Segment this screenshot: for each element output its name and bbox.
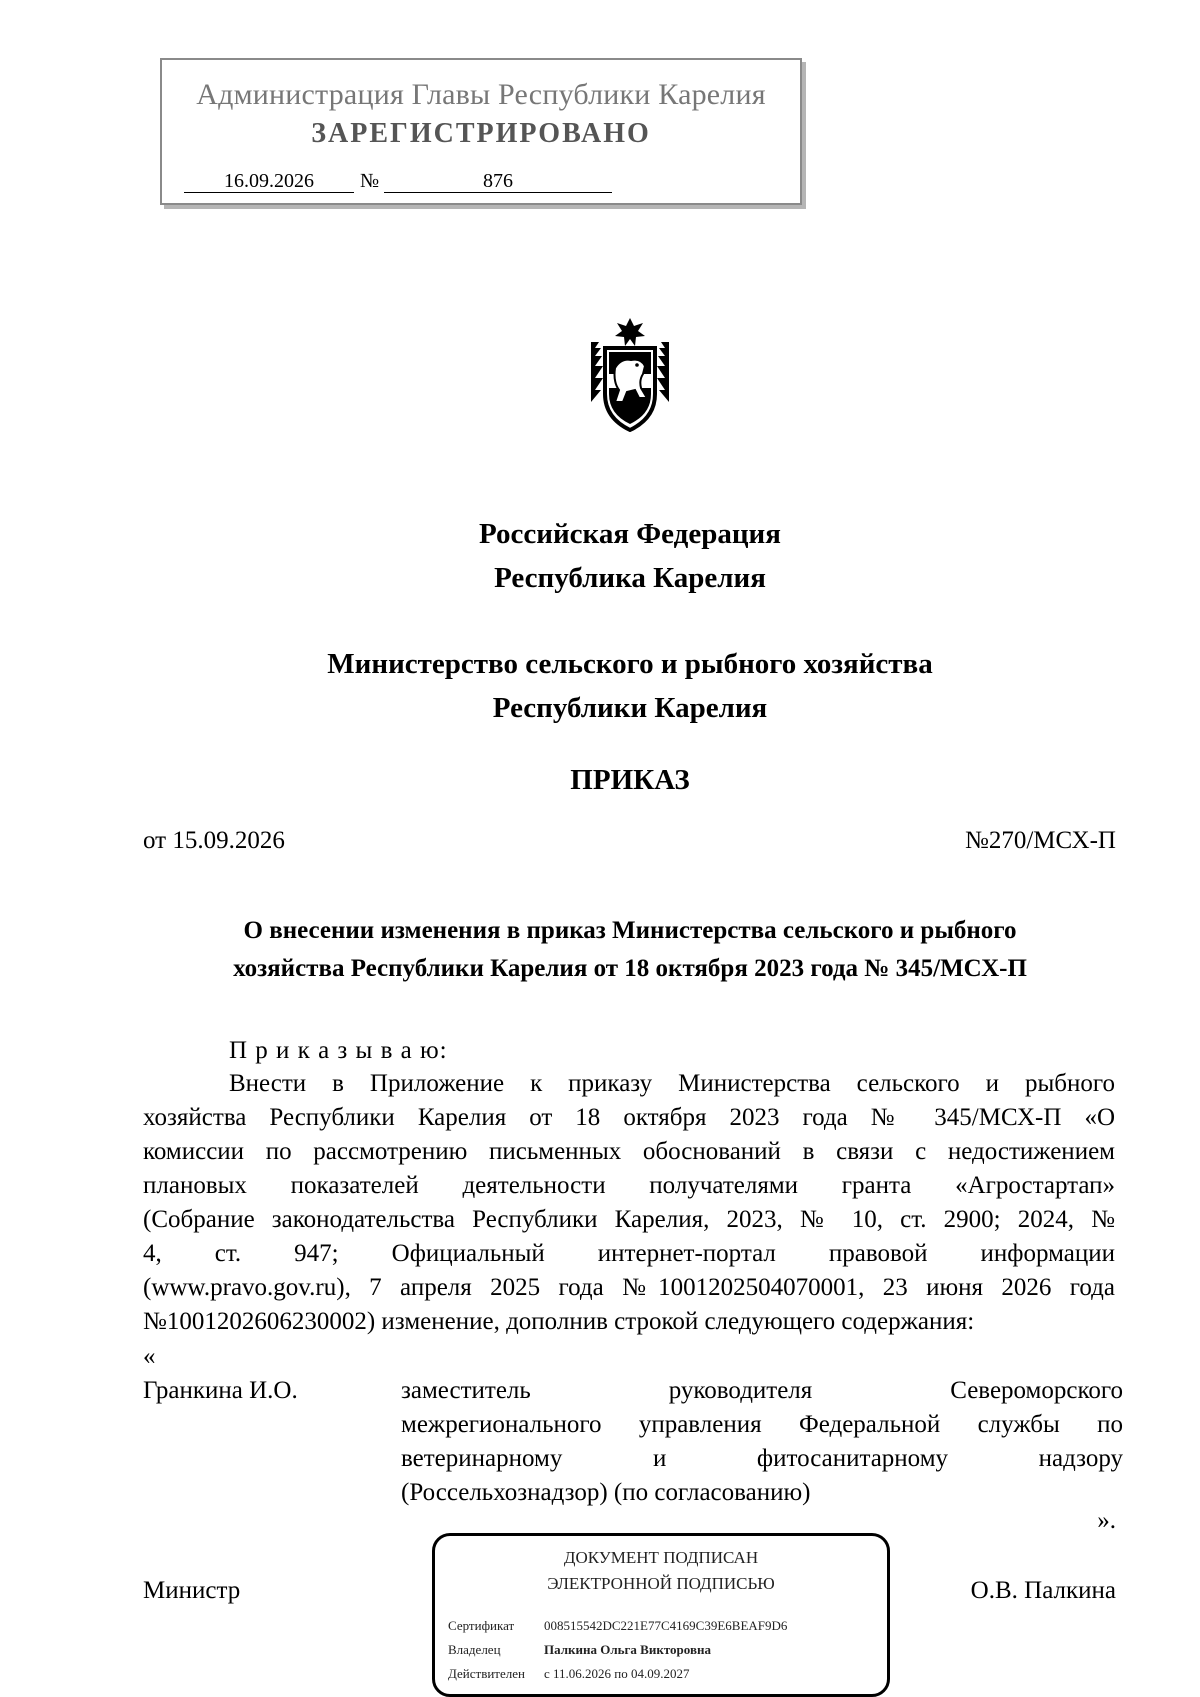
body-line: (www.pravo.gov.ru), 7 апреля 2025 года №1001202504070001, 23 июня 2026 года xyxy=(143,1274,1115,1301)
header-ministry-line2: Республики Карелия xyxy=(492,692,768,724)
registration-date: 16.09.2026 xyxy=(184,170,354,193)
electronic-signature-stamp xyxy=(432,1533,890,1697)
body-line: Внести в Приложение к приказу Министерства сельского и рыбного xyxy=(229,1070,1115,1097)
body-line: (Собрание законодательства Республики Карелия, 2023, № 10, ст. 2900; 2024, № xyxy=(143,1206,1115,1233)
validity-label: Действителен xyxy=(448,1666,525,1681)
karelia-coat-of-arms-icon xyxy=(585,318,675,432)
order-title-line1: О внесении изменения в приказ Министерства сельского и рыбного xyxy=(243,917,1017,944)
body-line: №1001202606230002) изменение, дополнив строкой следующего содержания: xyxy=(143,1308,975,1335)
header-country: Российская Федерация xyxy=(479,518,781,550)
order-number: №270/МСХ-П xyxy=(965,827,1116,854)
body-line: хозяйства Республики Карелия от 18 октября 2023 года № 345/МСХ-П «О xyxy=(143,1104,1115,1131)
insertion-person-name: Гранкина И.О. xyxy=(143,1377,298,1404)
owner-value: Палкина Ольга Викторовна xyxy=(544,1642,711,1657)
order-date: от 15.09.2026 xyxy=(143,827,285,854)
validity-value: с 11.06.2026 по 04.09.2027 xyxy=(544,1666,690,1681)
body-line: комиссии по рассмотрению письменных обоснований в связи с недостижением xyxy=(143,1138,1115,1165)
insertion-close-quote: ». xyxy=(1097,1507,1116,1534)
position-line: ветеринарному и фитосанитарному надзору xyxy=(401,1445,1123,1472)
position-line: (Россельхознадзор) (по согласованию) xyxy=(401,1479,811,1506)
body-line: плановых показателей деятельности получателями гранта «Агростартап» xyxy=(143,1172,1115,1199)
certificate-label: Сертификат xyxy=(448,1618,515,1633)
registration-authority: Администрация Главы Республики Карелия xyxy=(196,78,766,111)
order-command: П р и к а з ы в а ю: xyxy=(229,1037,448,1064)
certificate-value: 008515542DC221E77C4169C39E6BEAF9D6 xyxy=(544,1618,788,1633)
e-signature-certificate xyxy=(448,1616,787,1636)
registration-number-sign: № xyxy=(360,170,380,192)
insertion-open-quote: « xyxy=(143,1343,156,1370)
header-region: Республика Карелия xyxy=(494,562,766,594)
position-line: межрегионального управления Федеральной службы по xyxy=(401,1411,1123,1438)
order-title-line2: хозяйства Республики Карелия от 18 октября 2023 года № 345/МСХ-П xyxy=(233,955,1027,982)
header-ministry-line1: Министерство сельского и рыбного хозяйства xyxy=(327,648,933,680)
insertion-position xyxy=(401,1374,1123,1510)
e-signature-validity xyxy=(448,1664,690,1684)
registration-stamp xyxy=(160,58,802,205)
registration-number: 876 xyxy=(384,170,612,193)
position-line: заместитель руководителя Североморского xyxy=(401,1377,1123,1404)
signatory-role: Министр xyxy=(143,1577,241,1604)
owner-label: Владелец xyxy=(448,1642,501,1657)
registration-status: ЗАРЕГИСТРИРОВАНО xyxy=(311,118,651,149)
e-signature-owner xyxy=(448,1640,711,1660)
document-type: ПРИКАЗ xyxy=(570,764,690,796)
e-signature-title-line2: ЭЛЕКТРОННОЙ ПОДПИСЬЮ xyxy=(547,1574,775,1593)
e-signature-title-line1: ДОКУМЕНТ ПОДПИСАН xyxy=(563,1548,759,1567)
signatory-name: О.В. Палкина xyxy=(970,1577,1116,1604)
body-line: 4, ст. 947; Официальный интернет-портал правовой информации xyxy=(143,1240,1115,1267)
order-body xyxy=(143,1067,1115,1339)
